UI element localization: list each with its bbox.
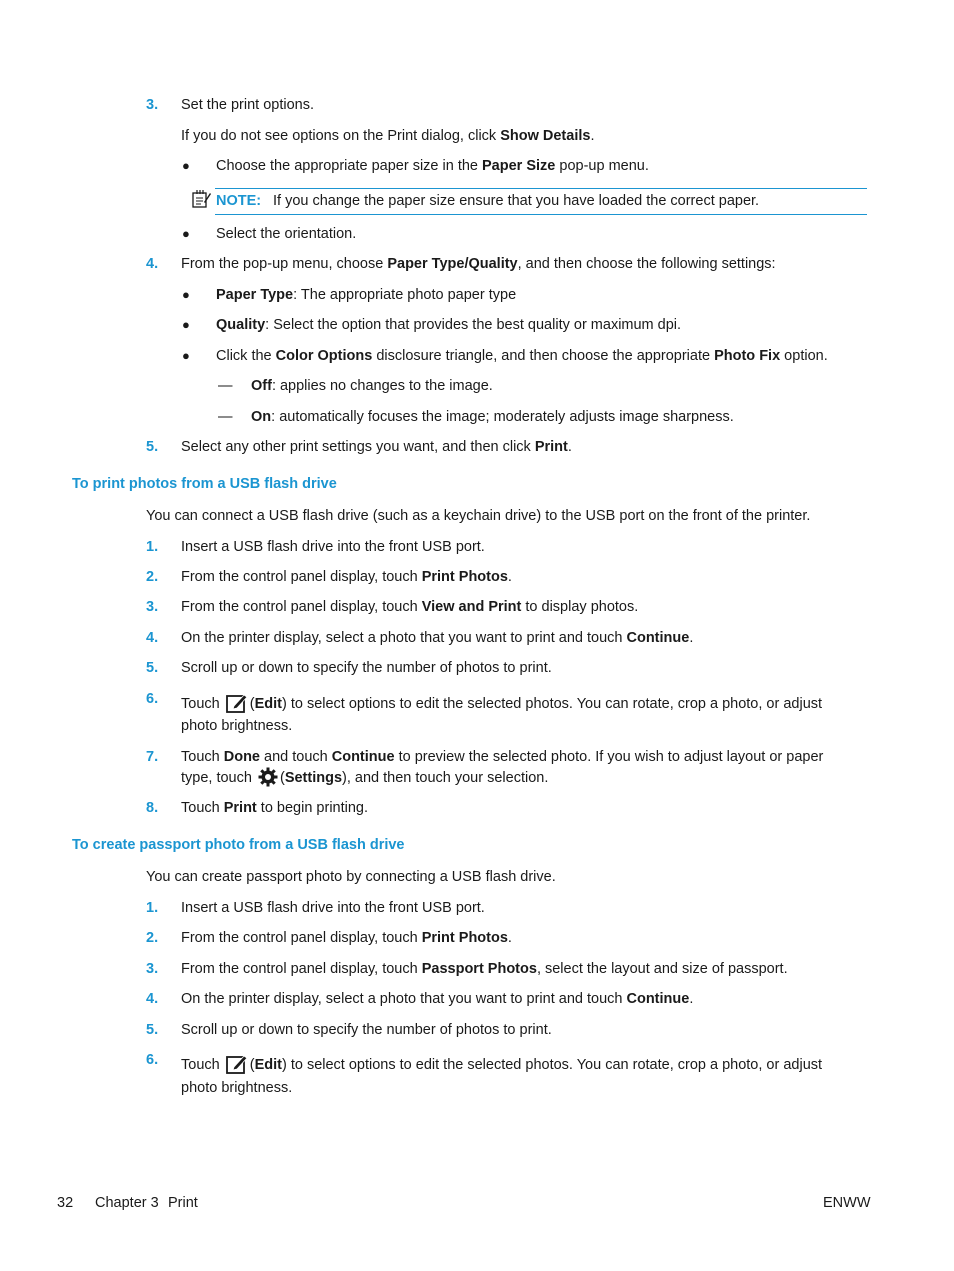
step-number: 4. [146,256,159,272]
step-number: 1. [146,900,159,916]
section-intro: You can connect a USB flash drive (such as a keychain drive) to the USB port on the front of the printer. [146,508,811,524]
edit-icon [226,693,248,718]
bullet-dot: ● [182,158,190,173]
step-text: Touch Print to begin printing. [181,800,369,816]
step-text: From the pop-up menu, choose Paper Type/Quality, and then choose the following settings: [181,256,776,272]
step-text: From the control panel display, touch View and Print to display photos. [181,599,639,615]
step-text: Insert a USB flash drive into the front USB port. [181,900,485,916]
step-number: 8. [146,800,159,816]
bullet-text: Click the Color Options disclosure triangle, and then choose the appropriate Photo Fix option. [216,348,828,364]
step-number: 4. [146,991,159,1007]
step-subtext: If you do not see options on the Print dialog, click Show Details. [181,128,595,144]
step-text: Insert a USB flash drive into the front USB port. [181,539,485,555]
edit-icon [226,1054,248,1079]
bullet-text: Choose the appropriate paper size in the Paper Size pop-up menu. [216,158,649,174]
bullet-dot: ● [182,317,190,332]
step-text-continued: type, touch (Settings), and then touch your selection. [181,767,548,792]
dash-mark: — [218,409,233,425]
step-number: 3. [146,961,159,977]
step-text: On the printer display, select a photo that you want to print and touch Continue. [181,630,694,646]
step-number: 6. [146,691,159,707]
bullet-dot: ● [182,287,190,302]
step-number: 1. [146,539,159,555]
step-number: 4. [146,630,159,646]
step-text-continued: photo brightness. [181,718,293,734]
step-number: 6. [146,1052,159,1068]
step-text: Select any other print settings you want, and then click Print. [181,439,572,455]
step-text: Touch (Edit) to select options to edit the selected photos. You can rotate, crop a photo, or adjust [181,693,822,718]
dash-mark: — [218,378,233,394]
step-text: On the printer display, select a photo that you want to print and touch Continue. [181,991,694,1007]
chapter-label: Chapter 3 [95,1195,159,1211]
step-number: 5. [146,660,159,676]
note-icon [191,189,211,214]
step-number: 5. [146,439,159,455]
step-number: 2. [146,930,159,946]
step-text-continued: photo brightness. [181,1080,293,1096]
bullet-dot: ● [182,226,190,241]
bullet-text: Paper Type: The appropriate photo paper type [216,287,517,303]
step-text: Scroll up or down to specify the number of photos to print. [181,1022,552,1038]
bullet-text: Select the orientation. [216,226,357,242]
section-heading: To print photos from a USB flash drive [72,476,337,492]
step-text: Set the print options. [181,97,314,113]
section-intro: You can create passport photo by connecting a USB flash drive. [146,869,556,885]
dash-text: On: automatically focuses the image; moderately adjusts image sharpness. [251,409,734,425]
step-number: 7. [146,749,159,765]
step-number: 3. [146,97,159,113]
step-text: Scroll up or down to specify the number of photos to print. [181,660,552,676]
step-text: From the control panel display, touch Print Photos. [181,930,512,946]
note-text: If you change the paper size ensure that you have loaded the correct paper. [273,193,760,209]
step-number: 2. [146,569,159,585]
footer-right: ENWW [823,1195,871,1211]
step-text: Touch Done and touch Continue to preview the selected photo. If you wish to adjust layout or paper [181,749,824,765]
step-text: Touch (Edit) to select options to edit the selected photos. You can rotate, crop a photo, or adjust [181,1054,822,1079]
page-number: 32 [57,1195,74,1211]
bullet-text: Quality: Select the option that provides the best quality or maximum dpi. [216,317,682,333]
dash-text: Off: applies no changes to the image. [251,378,493,394]
bullet-dot: ● [182,348,190,363]
section-heading: To create passport photo from a USB flash drive [72,837,405,853]
gear-icon [258,767,278,792]
note-label: NOTE: [216,193,262,209]
chapter-title: Print [168,1195,198,1211]
step-text: From the control panel display, touch Print Photos. [181,569,512,585]
step-text: From the control panel display, touch Passport Photos, select the layout and size of passport. [181,961,788,977]
step-number: 3. [146,599,159,615]
step-number: 5. [146,1022,159,1038]
